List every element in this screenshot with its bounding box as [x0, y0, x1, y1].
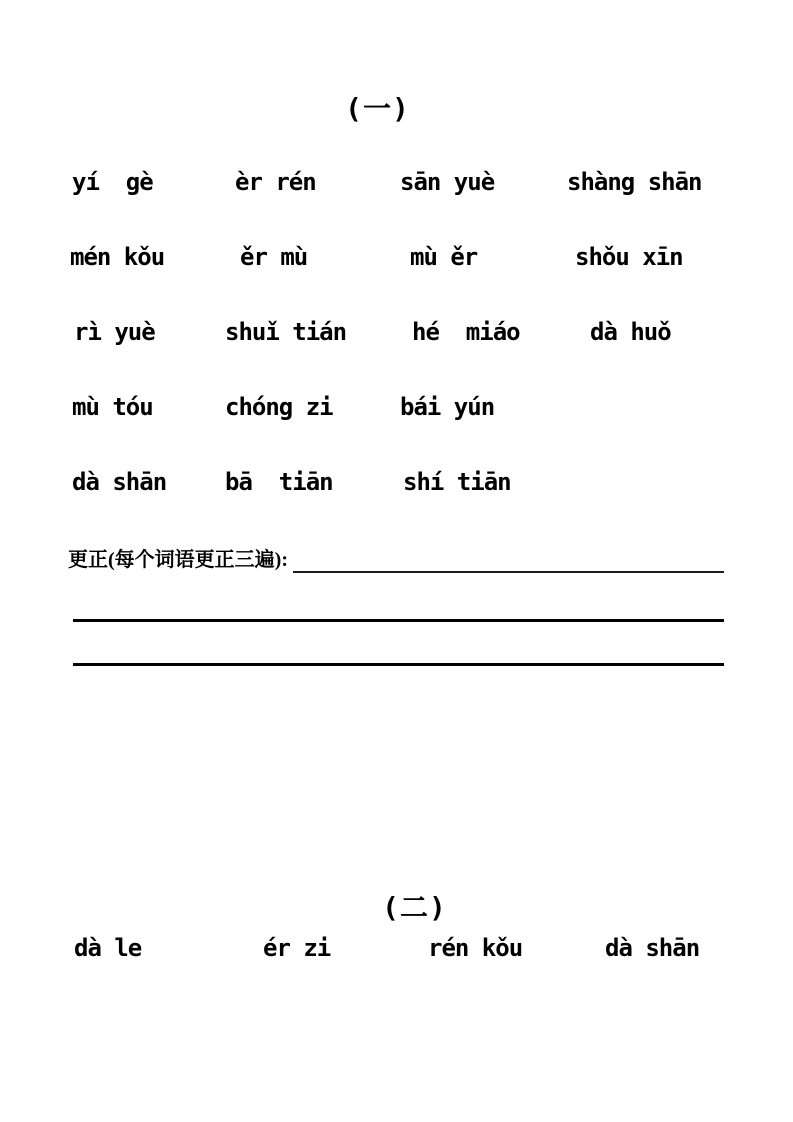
pinyin-word: sān yuè: [400, 168, 495, 196]
pinyin-word: ér zi: [263, 934, 331, 962]
pinyin-word: dà shān: [605, 934, 700, 962]
pinyin-word: mù tóu: [72, 393, 153, 421]
correction-fill-line: [293, 571, 724, 573]
pinyin-word: mén kǒu: [70, 243, 165, 271]
pinyin-word: bā tiān: [225, 468, 333, 496]
pinyin-row-6: [0, 934, 793, 966]
answer-line: [73, 619, 724, 622]
pinyin-row-4: [0, 393, 793, 425]
pinyin-row-2: [0, 243, 793, 275]
answer-line: [73, 663, 724, 666]
pinyin-word: bái yún: [400, 393, 495, 421]
pinyin-word: chóng zi: [225, 393, 333, 421]
section2-title: (二): [382, 891, 447, 924]
pinyin-row-3: [0, 318, 793, 350]
pinyin-word: shàng shān: [567, 168, 702, 196]
pinyin-word: dà shān: [72, 468, 167, 496]
pinyin-row-1: [0, 168, 793, 200]
pinyin-word: mù ěr: [410, 243, 478, 271]
pinyin-word: ěr mù: [240, 243, 308, 271]
pinyin-word: hé miáo: [412, 318, 520, 346]
pinyin-row-5: [0, 468, 793, 500]
pinyin-word: yí gè: [72, 168, 153, 196]
pinyin-word: shuǐ tián: [225, 318, 347, 346]
pinyin-word: èr rén: [235, 168, 316, 196]
pinyin-word: shí tiān: [403, 468, 511, 496]
section1-title: (一): [345, 92, 410, 125]
pinyin-word: rén kǒu: [428, 934, 523, 962]
pinyin-word: dà le: [74, 934, 142, 962]
correction-instruction-label: 更正(每个词语更正三遍):: [68, 549, 293, 571]
pinyin-word: dà huǒ: [590, 318, 671, 346]
pinyin-word: shǒu xīn: [575, 243, 683, 271]
pinyin-word: rì yuè: [74, 318, 155, 346]
